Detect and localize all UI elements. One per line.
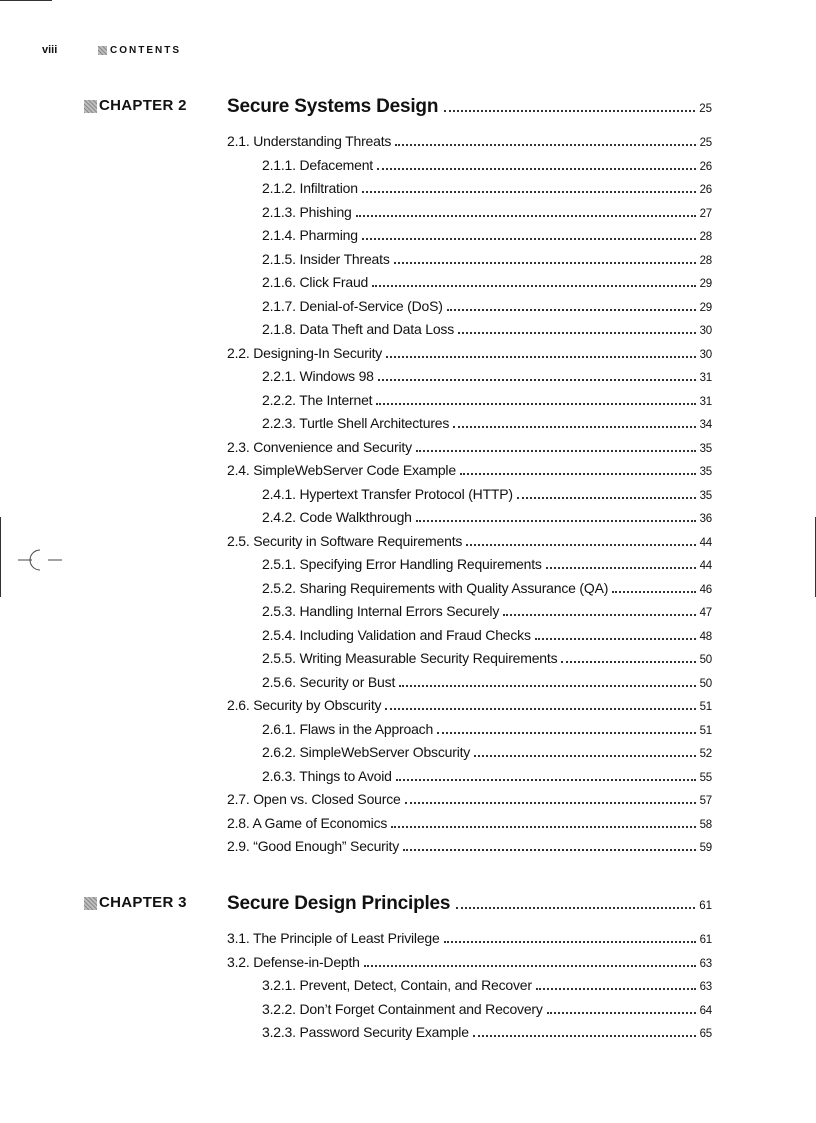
- toc-subsection-entry[interactable]: [227, 977, 712, 1001]
- entry-title: 2.5.4. Including Validation and Fraud Checks: [262, 626, 531, 643]
- dot-leader: [391, 826, 695, 828]
- entry-title: 2.1.8. Data Theft and Data Loss: [262, 321, 455, 337]
- dot-leader: [362, 191, 696, 193]
- entry-page-number: 61: [699, 934, 712, 946]
- chapter-2-section: [84, 96, 712, 862]
- entry-title: 2.1.7. Denial-of-Service (DoS): [262, 297, 443, 314]
- chapter-title: Secure Design Principles: [227, 893, 451, 914]
- entry-page-number: 26: [699, 160, 712, 173]
- dot-leader: [503, 614, 695, 616]
- dot-leader: [444, 941, 696, 943]
- toc-subsection-entry[interactable]: [227, 274, 712, 298]
- chapter-page-number: 25: [699, 103, 712, 115]
- entry-page-number: 52: [699, 748, 712, 760]
- entry-page-number: 36: [699, 513, 712, 525]
- entry-title: 3.2.1. Prevent, Detect, Contain, and Recover: [262, 977, 532, 993]
- dot-leader: [376, 403, 695, 405]
- crop-mark-top: [0, 0, 52, 1]
- entry-title: 2.7. Open vs. Closed Source: [227, 791, 401, 807]
- entry-page-number: 26: [699, 184, 712, 196]
- dot-leader: [612, 591, 695, 593]
- chapter-heading[interactable]: [84, 96, 712, 118]
- toc-subsection-entry[interactable]: [227, 768, 712, 792]
- entry-page-number: 47: [699, 607, 712, 619]
- toc-subsection-entry[interactable]: [227, 415, 712, 439]
- dot-leader: [416, 520, 696, 522]
- dot-leader: [399, 685, 695, 687]
- dot-leader: [517, 497, 696, 499]
- entry-title: 2.6.2. SimpleWebServer Obscurity: [262, 744, 471, 760]
- dot-leader: [474, 755, 696, 757]
- entry-title: 3.2.2. Don’t Forget Containment and Recovery: [262, 1000, 543, 1017]
- entry-title: 2.6. Security by Obscurity: [227, 697, 382, 713]
- page-folio: viii: [42, 44, 58, 56]
- dot-leader: [536, 988, 696, 990]
- entry-page-number: 50: [699, 677, 712, 690]
- toc-subsection-entry[interactable]: [227, 580, 712, 604]
- entry-title: 2.2.2. The Internet: [262, 391, 373, 408]
- toc-subsection-entry[interactable]: [227, 744, 712, 768]
- dot-leader: [377, 168, 696, 170]
- dot-leader: [456, 907, 695, 909]
- entry-page-number: 65: [699, 1028, 712, 1040]
- toc-section-entry[interactable]: [227, 954, 712, 978]
- entry-page-number: 31: [699, 372, 712, 384]
- entry-title: 2.4.2. Code Walkthrough: [262, 509, 412, 525]
- entry-title: 2.2.3. Turtle Shell Architectures: [262, 415, 450, 431]
- entry-page-number: 29: [699, 301, 712, 314]
- entry-page-number: 50: [699, 654, 712, 666]
- entry-title: 2.5.1. Specifying Error Handling Requirements: [262, 556, 542, 572]
- entry-title: 2.1. Understanding Threats: [227, 133, 392, 149]
- toc-subsection-entry[interactable]: [227, 368, 712, 392]
- entry-page-number: 30: [699, 348, 712, 361]
- chapter-heading[interactable]: [84, 893, 712, 915]
- entry-title: 2.1.5. Insider Threats: [262, 250, 390, 267]
- toc-section-entry[interactable]: [227, 930, 712, 954]
- toc-entry-list: [227, 930, 712, 1048]
- toc-subsection-entry[interactable]: [227, 392, 712, 416]
- entry-title: 2.3. Convenience and Security: [227, 438, 412, 455]
- toc-subsection-entry[interactable]: [227, 509, 712, 533]
- entry-page-number: 31: [699, 395, 712, 408]
- entry-title: 2.5.6. Security or Bust: [262, 673, 396, 690]
- entry-title: 3.2.3. Password Security Example: [262, 1024, 469, 1040]
- toc-subsection-entry[interactable]: [227, 204, 712, 228]
- entry-title: 2.2.1. Windows 98: [262, 368, 374, 384]
- entry-page-number: 46: [699, 583, 712, 596]
- dot-leader: [437, 732, 696, 734]
- entry-title: 2.5. Security in Software Requirements: [227, 532, 463, 549]
- entry-page-number: 58: [699, 818, 712, 831]
- toc-subsection-entry[interactable]: [227, 674, 712, 698]
- entry-title: 2.6.3. Things to Avoid: [262, 767, 392, 784]
- dot-leader: [396, 779, 696, 781]
- square-bullet-icon: [84, 100, 97, 113]
- dot-leader: [453, 426, 695, 428]
- toc-subsection-entry[interactable]: [227, 556, 712, 580]
- entry-page-number: 35: [699, 466, 712, 478]
- registration-mark-icon: [18, 546, 62, 574]
- entry-page-number: 44: [699, 536, 712, 549]
- entry-title: 2.1.4. Pharming: [262, 227, 358, 243]
- entry-title: 2.5.5. Writing Measurable Security Requirements: [262, 650, 558, 666]
- running-head: [42, 44, 181, 56]
- entry-page-number: 51: [699, 701, 712, 713]
- toc-subsection-entry[interactable]: [227, 1001, 712, 1025]
- entry-title: 2.1.2. Infiltration: [262, 180, 358, 196]
- dot-leader: [386, 356, 695, 358]
- entry-page-number: 57: [699, 795, 712, 807]
- entry-page-number: 29: [699, 278, 712, 290]
- dot-leader: [385, 708, 695, 710]
- toc-section-entry[interactable]: [227, 133, 712, 157]
- dot-leader: [405, 802, 696, 804]
- dot-leader: [466, 544, 695, 546]
- dot-leader: [416, 450, 696, 452]
- toc-section-entry[interactable]: [227, 345, 712, 369]
- entry-page-number: 64: [699, 1004, 712, 1017]
- entry-page-number: 35: [699, 489, 712, 502]
- entry-page-number: 51: [699, 724, 712, 737]
- toc-section-entry[interactable]: [227, 815, 712, 839]
- entry-title: 2.9. “Good Enough” Security: [227, 838, 400, 854]
- toc-subsection-entry[interactable]: [227, 721, 712, 745]
- entry-title: 2.1.1. Defacement: [262, 156, 373, 173]
- entry-page-number: 35: [699, 442, 712, 455]
- toc-subsection-entry[interactable]: [227, 180, 712, 204]
- entry-title: 2.5.2. Sharing Requirements with Quality Assurance (QA): [262, 579, 609, 596]
- chapter-label: [84, 894, 227, 911]
- dot-leader: [356, 215, 696, 217]
- toc-section-entry[interactable]: [227, 533, 712, 557]
- toc-subsection-entry[interactable]: [227, 298, 712, 322]
- entry-title: 2.4. SimpleWebServer Code Example: [227, 462, 456, 478]
- chapter-label: [84, 97, 227, 114]
- chapter-number: CHAPTER 3: [99, 894, 187, 911]
- chapter-3-section: [84, 893, 712, 1048]
- toc-subsection-entry[interactable]: [227, 157, 712, 181]
- entry-page-number: 25: [699, 137, 712, 149]
- dot-leader: [395, 144, 695, 146]
- dot-leader: [378, 379, 696, 381]
- toc-subsection-entry[interactable]: [227, 321, 712, 345]
- dot-leader: [403, 849, 696, 851]
- toc-section-entry[interactable]: [227, 838, 712, 862]
- toc-entry-list: [227, 133, 712, 862]
- dot-leader: [460, 473, 696, 475]
- entry-title: 2.1.3. Phishing: [262, 203, 352, 220]
- entry-page-number: 27: [699, 207, 712, 220]
- entry-page-number: 30: [699, 325, 712, 337]
- entry-page-number: 55: [699, 771, 712, 784]
- entry-title: 3.2. Defense-in-Depth: [227, 953, 360, 970]
- entry-title: 3.1. The Principle of Least Privilege: [227, 930, 440, 946]
- toc-section-entry[interactable]: [227, 697, 712, 721]
- entry-page-number: 44: [699, 560, 712, 572]
- entry-title: 2.1.6. Click Fraud: [262, 274, 369, 290]
- dot-leader: [447, 309, 696, 311]
- entry-page-number: 63: [699, 981, 712, 993]
- chapter-number: CHAPTER 2: [99, 97, 187, 114]
- toc-subsection-entry[interactable]: [227, 603, 712, 627]
- square-bullet-icon: [98, 46, 107, 55]
- dot-leader: [364, 965, 696, 967]
- toc-subsection-entry[interactable]: [227, 627, 712, 651]
- entry-title: 2.8. A Game of Economics: [227, 814, 388, 831]
- running-head-label: CONTENTS: [110, 44, 181, 56]
- toc-subsection-entry[interactable]: [227, 650, 712, 674]
- dot-leader: [473, 1035, 696, 1037]
- dot-leader: [362, 238, 696, 240]
- chapter-title: Secure Systems Design: [227, 96, 439, 117]
- entry-title: 2.4.1. Hypertext Transfer Protocol (HTTP): [262, 485, 513, 502]
- dot-leader: [561, 661, 695, 663]
- dot-leader: [372, 285, 695, 287]
- entry-page-number: 63: [699, 957, 712, 970]
- entry-page-number: 59: [699, 842, 712, 854]
- toc-subsection-entry[interactable]: [227, 227, 712, 251]
- square-bullet-icon: [84, 897, 97, 910]
- entry-page-number: 34: [699, 419, 712, 431]
- entry-page-number: 28: [699, 254, 712, 267]
- dot-leader: [546, 567, 696, 569]
- toc-section-entry[interactable]: [227, 462, 712, 486]
- dot-leader: [458, 332, 696, 334]
- dot-leader: [444, 110, 695, 112]
- toc-subsection-entry[interactable]: [227, 1024, 712, 1048]
- entry-title: 2.2. Designing-In Security: [227, 344, 383, 361]
- dot-leader: [547, 1012, 696, 1014]
- dot-leader: [394, 262, 696, 264]
- entry-title: 2.6.1. Flaws in the Approach: [262, 720, 434, 737]
- toc-subsection-entry[interactable]: [227, 251, 712, 275]
- dot-leader: [535, 638, 696, 640]
- toc-subsection-entry[interactable]: [227, 486, 712, 510]
- entry-title: 2.5.3. Handling Internal Errors Securely: [262, 603, 500, 619]
- entry-page-number: 28: [699, 231, 712, 243]
- toc-section-entry[interactable]: [227, 439, 712, 463]
- crop-mark-left: [0, 517, 1, 597]
- toc-section-entry[interactable]: [227, 791, 712, 815]
- chapter-page-number: 61: [699, 900, 712, 912]
- entry-page-number: 48: [699, 630, 712, 643]
